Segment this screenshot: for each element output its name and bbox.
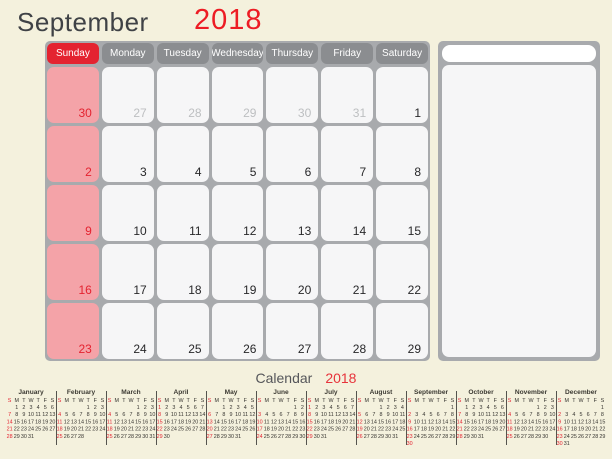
- date-cell: [102, 185, 154, 241]
- date-number: 1: [414, 106, 421, 120]
- mini-month-title: February: [66, 388, 96, 396]
- date-cell: [376, 126, 428, 182]
- mini-month-june: [256, 388, 306, 454]
- date-number: 19: [243, 283, 257, 297]
- day-header-saturday: Saturday: [376, 43, 428, 64]
- date-cell: [212, 244, 264, 300]
- mini-month-august: [356, 388, 406, 454]
- date-number: 24: [133, 342, 147, 356]
- mini-month-title: March: [121, 388, 141, 396]
- date-cell: [376, 244, 428, 300]
- mini-month-grid: S M T W T F S 1 2 3 4 5 6 7 8 9 10 11 12 13 14 15 16 17 18 19 20 21 22 23 24 25 26 27 28 29 30 31: [6, 397, 56, 439]
- date-cell: [157, 67, 209, 123]
- date-cell: [157, 244, 209, 300]
- mini-month-grid: S M T W T F S 1 2 3 4 5 6 7 8 9 10 11 12 13 14 15 16 17 18 19 20 21 22 23 24 25 26 27 28 29 30: [406, 397, 456, 447]
- day-header-tuesday: Tuesday: [157, 43, 209, 64]
- mini-month-grid: S M T W T F S 1 2 3 4 5 6 7 8 9 10 11 12 13 14 15 16 17 18 19 20 21 22 23 24 25 26 27 28 29 30: [156, 397, 206, 439]
- date-cell: [266, 185, 318, 241]
- mini-month-grid: S M T W T F S 1 2 3 4 5 6 7 8 9 10 11 12 13 14 15 16 17 18 19 20 21 22 23 24 25 26 27 28 29 30 31: [556, 397, 606, 447]
- date-number: 26: [243, 342, 257, 356]
- mini-month-july: [306, 388, 356, 454]
- date-cell: [102, 67, 154, 123]
- mini-month-title: July: [324, 388, 338, 396]
- date-cell: [157, 126, 209, 182]
- date-number: 7: [359, 165, 367, 179]
- date-cell: [321, 303, 373, 359]
- mini-month-grid: S M T W T F S 1 2 3 4 5 6 7 8 9 10 11 12 13 14 15 16 17 18 19 20 21 22 23 24 25 26 27 28 29 30 31: [456, 397, 506, 439]
- date-number: 15: [407, 224, 421, 238]
- date-number: 18: [188, 283, 202, 297]
- date-number: 27: [297, 342, 312, 356]
- date-number: 6: [304, 165, 312, 179]
- mini-month-november: [506, 388, 556, 454]
- mini-month-january: [6, 388, 56, 454]
- date-cell: [47, 126, 99, 182]
- mini-month-february: [56, 388, 106, 454]
- mini-month-grid: S M T W T F S 1 2 3 4 5 6 7 8 9 10 11 12 13 14 15 16 17 18 19 20 21 22 23 24 25 26 27 28 29 30 31: [206, 397, 256, 439]
- date-cell: [47, 67, 99, 123]
- date-number: 9: [85, 224, 92, 238]
- date-cell: [376, 185, 428, 241]
- date-cell: [102, 303, 154, 359]
- page-title-year: 2018: [194, 4, 263, 36]
- date-number: 5: [249, 165, 257, 179]
- notes-panel: [438, 41, 600, 361]
- date-number: 2: [85, 165, 92, 179]
- day-header-wednesday: Wednesday: [212, 43, 264, 64]
- main-calendar-grid: [47, 43, 428, 359]
- day-header-monday: Monday: [102, 43, 154, 64]
- date-number: 12: [243, 224, 257, 238]
- date-number: 13: [297, 224, 312, 238]
- date-cell: [266, 303, 318, 359]
- date-number: 14: [352, 224, 367, 238]
- mini-month-april: [156, 388, 206, 454]
- date-number: 31: [352, 106, 367, 120]
- notes-panel-header: [442, 45, 596, 62]
- date-cell: [47, 303, 99, 359]
- main-calendar: [45, 41, 430, 361]
- date-cell: [321, 244, 373, 300]
- date-cell: [157, 185, 209, 241]
- date-number: 20: [297, 283, 312, 297]
- date-number: 17: [133, 283, 147, 297]
- mini-calendars: [6, 388, 606, 454]
- mini-month-grid: S M T W T F S 1 2 3 4 5 6 7 8 9 10 11 12 13 14 15 16 17 18 19 20 21 22 23 24 25 26 27 28 29 30 31: [306, 397, 356, 439]
- mini-month-title: October: [468, 388, 494, 396]
- footer-subtitle-label: Calendar: [255, 370, 313, 386]
- mini-month-title: November: [514, 388, 548, 396]
- date-cell: [376, 67, 428, 123]
- date-number: 21: [352, 283, 367, 297]
- date-number: 3: [140, 165, 147, 179]
- mini-month-title: September: [413, 388, 449, 396]
- day-header-friday: Friday: [321, 43, 373, 64]
- footer-subtitle-year: 2018: [325, 370, 357, 386]
- date-number: 10: [133, 224, 147, 238]
- mini-month-grid: S M T W T F S 1 2 3 4 5 6 7 8 9 10 11 12 13 14 15 16 17 18 19 20 21 22 23 24 25 26 27 28: [56, 397, 106, 439]
- date-cell: [321, 126, 373, 182]
- date-cell: [266, 67, 318, 123]
- footer-subtitle: [0, 370, 612, 386]
- mini-month-grid: S M T W T F S 1 2 3 4 5 6 7 8 9 10 11 12 13 14 15 16 17 18 19 20 21 22 23 24 25 26 27 28 29 30 31: [356, 397, 406, 439]
- mini-month-title: June: [273, 388, 289, 396]
- date-number: 27: [133, 106, 147, 120]
- date-cell: [376, 303, 428, 359]
- mini-month-september: [406, 388, 456, 454]
- mini-month-december: [556, 388, 606, 454]
- mini-month-title: December: [565, 388, 597, 396]
- mini-month-may: [206, 388, 256, 454]
- notes-panel-body: [442, 65, 596, 357]
- date-number: 8: [414, 165, 421, 179]
- date-cell: [102, 126, 154, 182]
- mini-month-title: January: [18, 388, 44, 396]
- date-cell: [266, 244, 318, 300]
- date-number: 16: [78, 283, 92, 297]
- date-number: 11: [189, 224, 202, 238]
- date-cell: [212, 185, 264, 241]
- date-cell: [266, 126, 318, 182]
- date-cell: [212, 67, 264, 123]
- date-number: 30: [297, 106, 312, 120]
- date-number: 28: [352, 342, 367, 356]
- page-title-month: September: [17, 7, 149, 37]
- day-header-thursday: Thursday: [266, 43, 318, 64]
- date-number: 28: [188, 106, 202, 120]
- date-number: 22: [407, 283, 421, 297]
- date-cell: [321, 67, 373, 123]
- date-cell: [102, 244, 154, 300]
- day-header-sunday: Sunday: [47, 43, 99, 64]
- date-cell: [212, 303, 264, 359]
- date-cell: [47, 244, 99, 300]
- date-cell: [321, 185, 373, 241]
- date-number: 23: [78, 342, 92, 356]
- date-number: 25: [188, 342, 202, 356]
- date-cell: [212, 126, 264, 182]
- date-cell: [157, 303, 209, 359]
- mini-month-title: April: [173, 388, 189, 396]
- mini-month-title: May: [224, 388, 238, 396]
- date-number: 30: [78, 106, 92, 120]
- date-number: 29: [407, 342, 421, 356]
- date-number: 4: [194, 165, 202, 179]
- mini-month-grid: S M T W T F S 1 2 3 4 5 6 7 8 9 10 11 12 13 14 15 16 17 18 19 20 21 22 23 24 25 26 27 28 29 30: [256, 397, 306, 439]
- mini-month-october: [456, 388, 506, 454]
- date-number: 29: [243, 106, 257, 120]
- mini-month-title: August: [369, 388, 393, 396]
- mini-month-grid: S M T W T F S 1 2 3 4 5 6 7 8 9 10 11 12 13 14 15 16 17 18 19 20 21 22 23 24 25 26 27 28 29 30: [506, 397, 556, 439]
- mini-month-march: [106, 388, 156, 454]
- mini-month-grid: S M T W T F S 1 2 3 4 5 6 7 8 9 10 11 12 13 14 15 16 17 18 19 20 21 22 23 24 25 26 27 28 29 30 31: [106, 397, 156, 439]
- date-cell: [47, 185, 99, 241]
